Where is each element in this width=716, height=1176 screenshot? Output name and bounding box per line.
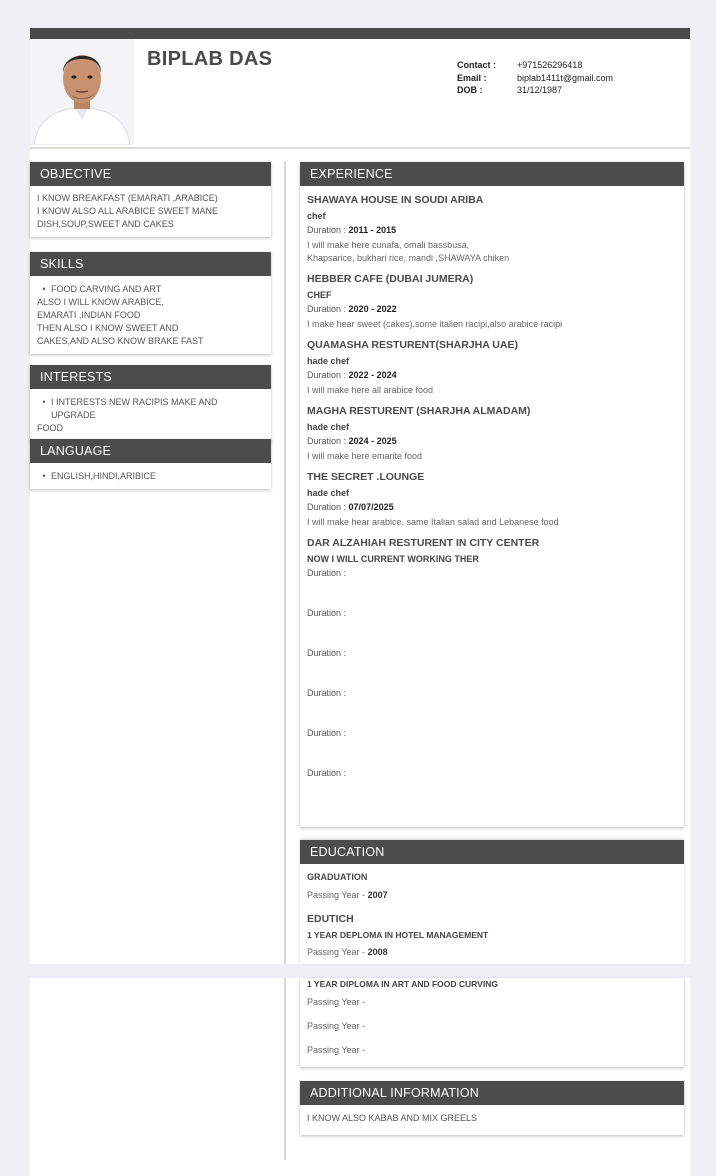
job-desc-line: Khapsarice, bukhari rice, mandi ,SHAWAYA chiken bbox=[307, 253, 510, 263]
passing-year: Passing Year - bbox=[307, 1021, 366, 1031]
passing-label: Passing Year - bbox=[307, 890, 366, 900]
resume-page-1 bbox=[30, 28, 690, 964]
objective-line: DISH,SOUP,SWEET AND CAKES bbox=[37, 219, 174, 229]
language-section bbox=[30, 439, 271, 489]
job-entry bbox=[300, 405, 684, 463]
empty-duration: Duration : bbox=[307, 728, 347, 738]
dob-row bbox=[457, 84, 613, 97]
job-entry bbox=[300, 339, 684, 397]
job-duration bbox=[307, 303, 677, 315]
job-duration bbox=[307, 501, 677, 513]
bullet-icon: • bbox=[42, 284, 46, 294]
empty-duration: Duration : bbox=[307, 648, 347, 658]
skill-line: EMARATI ,INDIAN FOOD bbox=[37, 310, 141, 320]
duration-label: Duration : bbox=[307, 502, 347, 512]
job-dates: 2024 - 2025 bbox=[348, 436, 397, 446]
passing-year: Passing Year - bbox=[307, 997, 366, 1007]
column-divider bbox=[284, 161, 286, 964]
passing-year bbox=[307, 889, 677, 901]
job-entry bbox=[300, 471, 684, 529]
job-title: HEBBER CAFE (DUBAI JUMERA) bbox=[307, 273, 474, 285]
bullet-icon: • bbox=[42, 397, 46, 407]
education-title: EDUTICH bbox=[307, 913, 354, 925]
additional-heading: ADDITIONAL INFORMATION bbox=[300, 1081, 684, 1105]
job-dates: 2020 - 2022 bbox=[348, 304, 397, 314]
job-role: NOW I WILL CURRENT WORKING THER bbox=[307, 554, 479, 564]
job-title: SHAWAYA HOUSE IN SOUDI ARIBA bbox=[307, 194, 484, 206]
interest-line: I INTERESTS NEW RACIPIS MAKE AND UPGRADE bbox=[51, 397, 218, 420]
objective-heading: OBJECTIVE bbox=[30, 162, 271, 186]
additional-info-section bbox=[300, 1081, 684, 1135]
candidate-name: BIPLAB DAS bbox=[147, 48, 273, 70]
job-role: chef bbox=[307, 211, 326, 221]
objective-section bbox=[30, 162, 271, 237]
job-title: THE SECRET .LOUNGE bbox=[307, 471, 425, 483]
job-duration bbox=[307, 369, 677, 381]
skill-line: THEN ALSO I KNOW SWEET AND bbox=[37, 323, 179, 333]
list-item bbox=[37, 396, 264, 422]
passing-year bbox=[307, 946, 677, 958]
job-entry bbox=[300, 273, 684, 331]
objective-line: I KNOW ALSO ALL ARABICE SWEET MANE bbox=[37, 206, 219, 216]
job-dates: 2011 - 2015 bbox=[348, 225, 397, 235]
job-duration bbox=[307, 435, 677, 447]
job-dates: 07/07/2025 bbox=[348, 502, 394, 512]
skill-line: FOOD CARVING AND ART bbox=[51, 284, 162, 294]
job-description: I make hear sweet (cakes),some italien racipi,also arabice racipi bbox=[307, 319, 563, 329]
job-entry bbox=[300, 194, 684, 265]
skills-section bbox=[30, 252, 271, 354]
skill-line: ALSO I WILL KNOW ARABICE, bbox=[37, 297, 164, 307]
job-entry bbox=[300, 537, 684, 607]
job-title: MAGHA RESTURENT (SHARJHA ALMADAM) bbox=[307, 405, 531, 417]
education-title: GRADUATION bbox=[307, 872, 368, 882]
language-heading: LANGUAGE bbox=[30, 439, 271, 463]
experience-heading: EXPERIENCE bbox=[300, 162, 684, 186]
job-role: hade chef bbox=[307, 488, 350, 498]
language-text: ENGLISH,HINDI,ARIBICE bbox=[51, 471, 157, 481]
email-label: Email : bbox=[457, 72, 487, 83]
contact-row bbox=[457, 59, 613, 72]
interest-line: FOOD bbox=[37, 423, 63, 433]
education-section bbox=[300, 840, 684, 964]
passing-year: Passing Year - bbox=[307, 1045, 366, 1055]
dob-value: 31/12/1987 bbox=[517, 85, 563, 95]
skills-heading: SKILLS bbox=[30, 252, 271, 276]
job-title: DAR ALZAHIAH RESTURENT IN CITY CENTER bbox=[307, 537, 540, 549]
email-value[interactable]: biplab1411t@gmail.com bbox=[517, 72, 614, 83]
job-duration: Duration : bbox=[307, 568, 347, 578]
duration-label: Duration : bbox=[307, 304, 347, 314]
job-description: I will make here all arabice food bbox=[307, 385, 434, 395]
job-desc-line: I will make here cunafa, omali bassbusa, bbox=[307, 240, 470, 250]
header-bar bbox=[30, 28, 690, 39]
bullet-icon: • bbox=[42, 471, 46, 481]
job-dates: 2022 - 2024 bbox=[348, 370, 397, 380]
experience-section bbox=[300, 162, 684, 827]
job-role: CHEF bbox=[307, 290, 332, 300]
job-role: hade chef bbox=[307, 356, 350, 366]
job-role: hade chef bbox=[307, 422, 350, 432]
duration-label: Duration : bbox=[307, 436, 347, 446]
education-subtitle: 1 YEAR DIPLOMA IN ART AND FOOD CURVING bbox=[307, 979, 498, 989]
dob-label: DOB : bbox=[457, 85, 483, 95]
resume-page-2 bbox=[30, 978, 690, 1176]
interests-heading: INTERESTS bbox=[30, 365, 271, 389]
contact-label: Contact : bbox=[457, 60, 496, 70]
job-description bbox=[307, 239, 677, 265]
education-continued bbox=[300, 978, 684, 1067]
list-item bbox=[37, 283, 264, 296]
skill-line: CAKES,AND ALSO KNOW BRAKE FAST bbox=[37, 336, 204, 346]
header-divider bbox=[30, 147, 690, 149]
contact-block bbox=[457, 59, 613, 97]
job-description: I will make hear arabice, same Italian salad and Lebanese food bbox=[307, 517, 559, 527]
objective-line: I KNOW BREAKFAST (EMARATI ,ARABICE) bbox=[37, 193, 218, 203]
list-item bbox=[37, 470, 264, 483]
year-value: 2008 bbox=[367, 947, 388, 957]
interests-section bbox=[30, 365, 271, 441]
job-duration bbox=[307, 224, 677, 236]
contact-value: +971526296418 bbox=[517, 60, 583, 70]
empty-duration: Duration : bbox=[307, 608, 347, 618]
empty-duration: Duration : bbox=[307, 688, 347, 698]
email-row bbox=[457, 72, 613, 85]
education-subtitle: 1 YEAR DEPLOMA IN HOTEL MANAGEMENT bbox=[307, 930, 489, 940]
passing-label: Passing Year - bbox=[307, 947, 366, 957]
education-heading: EDUCATION bbox=[300, 840, 684, 864]
year-value: 2007 bbox=[367, 890, 388, 900]
duration-label: Duration : bbox=[307, 370, 347, 380]
job-title: QUAMASHA RESTURENT(SHARJHA UAE) bbox=[307, 339, 518, 351]
additional-text: I KNOW ALSO KABAB AND MIX GREELS bbox=[307, 1113, 478, 1123]
profile-photo bbox=[30, 39, 134, 145]
column-divider bbox=[284, 978, 286, 1160]
empty-duration: Duration : bbox=[307, 768, 347, 778]
duration-label: Duration : bbox=[307, 225, 347, 235]
job-description: I will make here emarite food bbox=[307, 451, 423, 461]
